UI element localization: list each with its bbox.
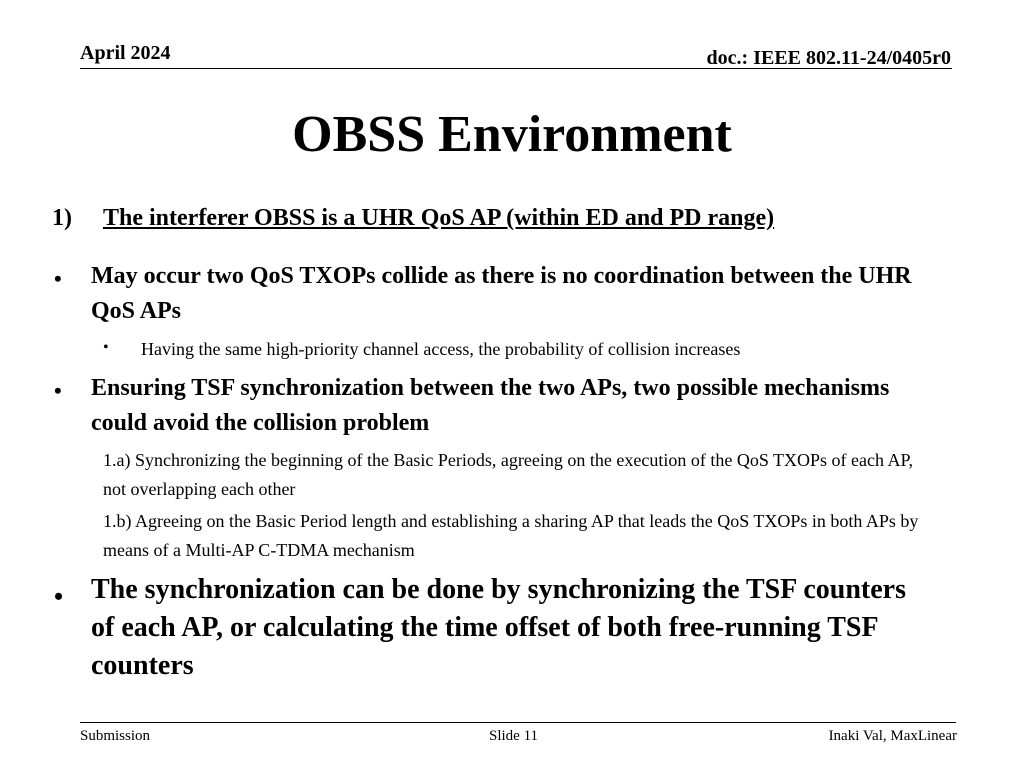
bullet-marker: • <box>54 378 62 403</box>
header-divider <box>80 68 952 69</box>
sub-paragraph: 1.a) Synchronizing the beginning of the Basic Periods, agreeing on the execution of the QoS TXOPs of each AP, not overlapping each other <box>103 450 914 499</box>
bullet-marker: • <box>54 266 62 291</box>
sub-bullet-marker: • <box>103 339 109 356</box>
footer-submission: Submission <box>80 728 151 744</box>
section-heading: The interferer OBSS is a UHR QoS AP (within ED and PD range) <box>103 205 775 231</box>
slide-title: OBSS Environment <box>292 106 732 163</box>
sub-bullet-text: Having the same high-priority channel access, the probability of collision increases <box>141 339 741 359</box>
bullet-text: Ensuring TSF synchronization between the two APs, two possible mechanisms could avoid the collision problem <box>91 375 890 436</box>
header-document-id: doc.: IEEE 802.11-24/0405r0 <box>706 47 951 69</box>
section-number: 1) <box>52 205 72 231</box>
footer-slide-number: Slide 11 <box>489 728 539 744</box>
sub-paragraph: 1.b) Agreeing on the Basic Period length and establishing a sharing AP that leads the QoS TXOPs in both APs by means of a Multi-AP C-TDMA mechanism <box>103 511 919 560</box>
header-date: April 2024 <box>80 42 171 64</box>
footer-author: Inaki Val, MaxLinear <box>828 728 957 744</box>
bullet-text: The synchronization can be done by synchronizing the TSF counters of each AP, or calculating the time offset of both free-running TSF counters <box>91 574 906 681</box>
footer-divider <box>80 722 956 723</box>
bullet-marker: • <box>54 582 64 611</box>
bullet-text: May occur two QoS TXOPs collide as there is no coordination between the UHR QoS APs <box>91 263 912 324</box>
